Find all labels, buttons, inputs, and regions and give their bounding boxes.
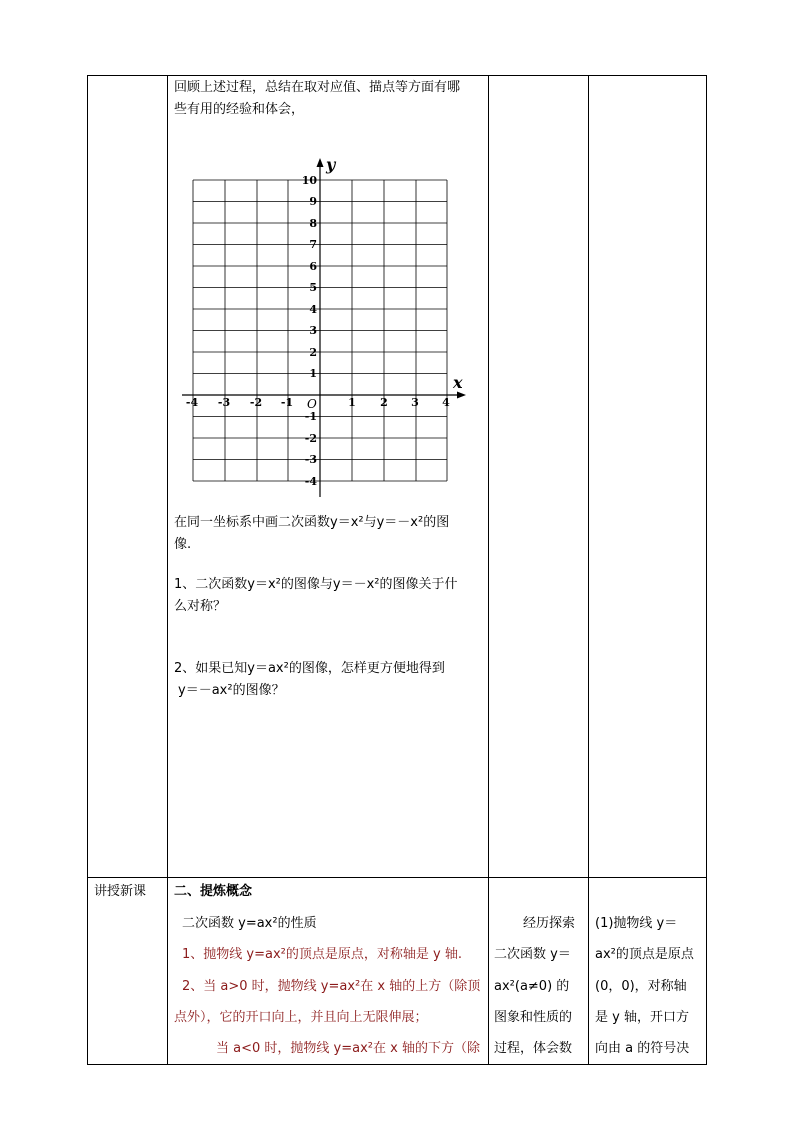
y-tick-label: 3 bbox=[309, 324, 317, 337]
y-tick-label: 8 bbox=[309, 217, 317, 230]
y-tick-labels bbox=[302, 174, 318, 488]
y-axis-label: y bbox=[326, 155, 336, 174]
objective-line-4: 图象和性质的 bbox=[494, 1010, 573, 1025]
note-line-4: 是 y 轴，开口方 bbox=[595, 1010, 689, 1025]
stage-label: 讲授新课 bbox=[94, 884, 147, 899]
property-2-line-1: 2、当 a>0 时，抛物线 y=ax²在 x 轴的上方（除顶 bbox=[182, 979, 481, 994]
coordinate-grid bbox=[176, 152, 476, 502]
x-tick-label: -2 bbox=[249, 396, 263, 409]
x-tick-label: 4 bbox=[442, 396, 450, 409]
property-1: 1、抛物线 y=ax²的顶点是原点，对称轴是 y 轴. bbox=[182, 947, 462, 962]
objective-line-2: 二次函数 y＝ bbox=[494, 947, 571, 962]
properties-subtitle: 二次函数 y=ax²的性质 bbox=[182, 916, 317, 931]
table-border-bottom bbox=[87, 1064, 707, 1065]
x-tick-label: 1 bbox=[348, 396, 356, 409]
x-axis-label: x bbox=[453, 373, 463, 392]
table-col-divider-3 bbox=[588, 75, 589, 1065]
note-line-2: ax²的顶点是原点 bbox=[595, 947, 694, 962]
table-border-left bbox=[87, 75, 88, 1065]
question-1-line-2: 么对称？ bbox=[174, 599, 227, 614]
x-tick-label: -1 bbox=[280, 396, 294, 409]
objective-line-5: 过程，体会数 bbox=[494, 1041, 573, 1056]
note-line-3: (0，0)，对称轴 bbox=[595, 979, 687, 994]
x-axis-arrow-icon bbox=[457, 392, 466, 399]
y-tick-label: 4 bbox=[309, 303, 317, 316]
x-tick-labels bbox=[186, 396, 450, 409]
y-tick-label: -1 bbox=[304, 410, 317, 423]
task-line-2: 像. bbox=[174, 537, 192, 552]
x-tick-label: -3 bbox=[217, 396, 231, 409]
y-tick-label: 5 bbox=[309, 281, 317, 294]
x-tick-label: 3 bbox=[411, 396, 419, 409]
question-1-line-1: 1、二次函数y＝x²的图像与y＝－x²的图像关于什 bbox=[174, 577, 458, 592]
table-border-right bbox=[706, 75, 707, 1065]
intro-line-2: 些有用的经验和体会， bbox=[174, 102, 305, 117]
y-tick-label: 9 bbox=[309, 195, 317, 208]
y-tick-label: -3 bbox=[304, 453, 317, 466]
intro-line-1: 回顾上述过程，总结在取对应值、描点等方面有哪 bbox=[174, 80, 461, 95]
y-axis-arrow-icon bbox=[317, 158, 324, 167]
note-line-1: (1)抛物线 y＝ bbox=[595, 916, 678, 931]
table-col-divider-2 bbox=[488, 75, 489, 1065]
x-tick-label: 2 bbox=[380, 396, 388, 409]
origin-label: O bbox=[307, 397, 317, 411]
x-tick-label: -4 bbox=[185, 396, 199, 409]
table-border-top bbox=[87, 75, 707, 76]
question-2-line-1: 2、如果已知y＝ax²的图像，怎样更方便地得到 bbox=[174, 661, 445, 676]
objective-line-3: ax²(a≠0) 的 bbox=[494, 979, 570, 994]
y-tick-label: 7 bbox=[309, 238, 317, 251]
task-line-1: 在同一坐标系中画二次函数y＝x²与y＝－x²的图 bbox=[174, 515, 450, 530]
y-tick-label: 6 bbox=[309, 260, 317, 273]
y-tick-label: 2 bbox=[309, 346, 317, 359]
y-tick-label: 10 bbox=[301, 174, 317, 187]
property-2-line-2: 点外），它的开口向上，并且向上无限伸展； bbox=[174, 1010, 428, 1025]
table-col-divider-1 bbox=[167, 75, 168, 1065]
y-tick-label: 1 bbox=[309, 367, 317, 380]
y-tick-label: -4 bbox=[304, 475, 317, 488]
objective-line-1: 经历探索 bbox=[523, 916, 576, 931]
question-2-line-2: y＝－ax²的图像？ bbox=[178, 683, 285, 698]
section-heading: 二、提炼概念 bbox=[174, 884, 253, 899]
property-2-line-3: 当 a<0 时，抛物线 y=ax²在 x 轴的下方（除 bbox=[216, 1041, 480, 1056]
y-tick-label: -2 bbox=[304, 432, 317, 445]
note-line-5: 向由 a 的符号决 bbox=[595, 1041, 690, 1056]
table-border-row-divider bbox=[87, 877, 707, 878]
